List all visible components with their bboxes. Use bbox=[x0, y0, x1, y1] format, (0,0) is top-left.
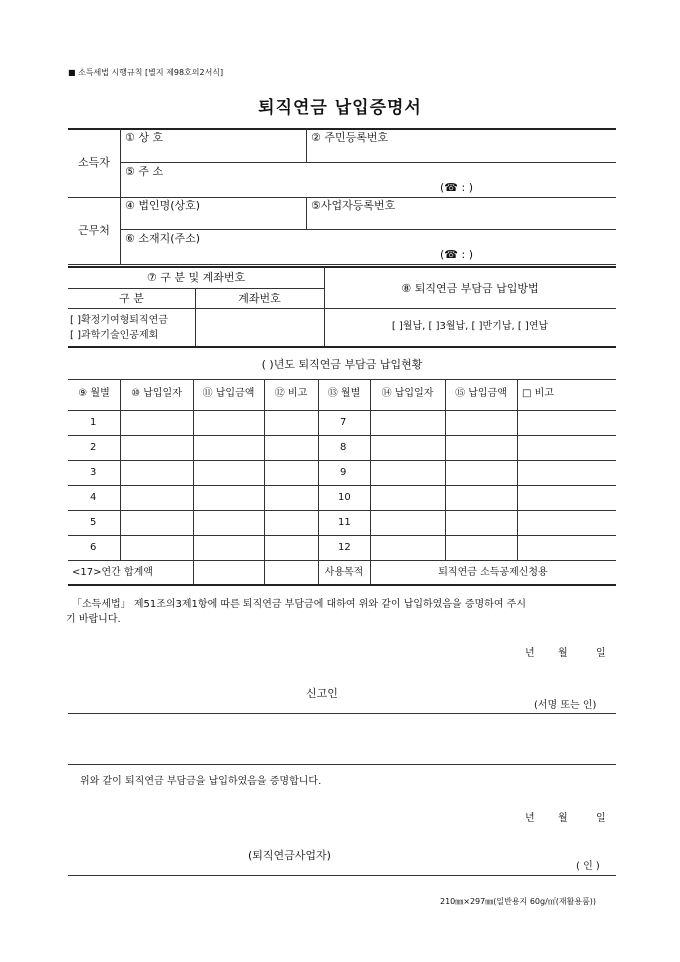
header-remarks: ⑫ 비고 bbox=[274, 388, 308, 399]
workplace-label: 근무처 bbox=[78, 224, 110, 237]
header-payment-date-2: ⑭ 납입일자 bbox=[381, 388, 434, 399]
table-row-month-2: 9 bbox=[340, 467, 347, 478]
paper-spec: 210㎜×297㎜(일반용지 60g/㎡(재활용품)) bbox=[440, 897, 597, 906]
type-science-tech-checkbox[interactable]: [ ]과학기술인공제회 bbox=[70, 330, 159, 341]
type-defined-contribution-checkbox[interactable]: [ ]확정기여형퇴직연금 bbox=[70, 315, 168, 326]
annual-total-label: <17>연간 합계액 bbox=[72, 567, 153, 578]
header-month: ⑨ 월별 bbox=[78, 388, 110, 399]
provider-seal[interactable]: ( 인 ) bbox=[576, 861, 600, 872]
payment-method-options[interactable]: [ ]월납, [ ]3월납, [ ]반기납, [ ]연납 bbox=[391, 321, 549, 332]
payment-method-header: ⑧ 퇴직연금 부담금 납입방법 bbox=[401, 282, 539, 295]
business-registration-field[interactable]: ⑤사업자등록번호 bbox=[311, 199, 396, 212]
table-row-month: 4 bbox=[90, 492, 97, 503]
header-remarks-2: □ 비고 bbox=[522, 388, 554, 399]
header-payment-amount: ⑪ 납입금액 bbox=[202, 388, 255, 399]
form-reference: ■ 소득세법 시행규칙 [별지 제98호의2서식] bbox=[68, 68, 224, 77]
header-payment-date: ⑩ 납입일자 bbox=[131, 388, 182, 399]
table-row-month: 2 bbox=[90, 442, 97, 453]
account-type-column: 구 분 bbox=[119, 292, 144, 305]
header-payment-amount-2: ⑮ 납입금액 bbox=[455, 388, 507, 399]
table-row-month-2: 11 bbox=[338, 517, 351, 528]
workplace-phone[interactable]: (☎ : ) bbox=[440, 248, 473, 261]
trade-name-field[interactable]: ① 상 호 bbox=[125, 131, 164, 144]
income-earner-phone[interactable]: (☎ : ) bbox=[440, 181, 473, 194]
pension-provider-label: (퇴직연금사업자) bbox=[248, 849, 331, 862]
certification-date-year[interactable]: 년 bbox=[525, 813, 535, 824]
request-date-day[interactable]: 일 bbox=[596, 648, 606, 659]
form-title: 퇴직연금 납입증명서 bbox=[258, 98, 422, 118]
applicant-signature[interactable]: (서명 또는 인) bbox=[534, 700, 597, 711]
account-number-column: 계좌번호 bbox=[238, 292, 281, 305]
table-row-month: 5 bbox=[90, 517, 97, 528]
request-text-line2: 기 바랍니다. bbox=[66, 614, 121, 625]
table-row-month-2: 8 bbox=[340, 442, 347, 453]
table-row-month: 3 bbox=[90, 467, 97, 478]
table-row-month-2: 12 bbox=[338, 542, 351, 553]
purpose-label: 사용목적 bbox=[324, 567, 364, 578]
payment-status-title: ( )년도 퇴직연금 부담금 납입현황 bbox=[261, 358, 423, 371]
request-date-month[interactable]: 월 bbox=[558, 648, 568, 659]
resident-number-field[interactable]: ② 주민등록번호 bbox=[311, 131, 389, 144]
income-earner-label: 소득자 bbox=[78, 156, 110, 169]
table-row-month: 1 bbox=[90, 417, 97, 428]
table-row-month: 6 bbox=[90, 542, 97, 553]
header-month-2: ⑬ 월별 bbox=[327, 388, 361, 399]
address-field[interactable]: ⑤ 주 소 bbox=[125, 165, 164, 178]
location-field[interactable]: ⑥ 소재지(주소) bbox=[125, 232, 201, 245]
account-header: ⑦ 구 분 및 계좌번호 bbox=[146, 271, 246, 284]
table-row-month-2: 7 bbox=[340, 417, 347, 428]
table-row-month-2: 10 bbox=[338, 492, 351, 503]
purpose-value: 퇴직연금 소득공제신청용 bbox=[438, 567, 548, 578]
certification-date-month[interactable]: 월 bbox=[558, 813, 568, 824]
certification-text: 위와 같이 퇴직연금 부담금을 납입하였음을 증명합니다. bbox=[80, 776, 322, 787]
applicant-label: 신고인 bbox=[306, 687, 338, 700]
request-date-year[interactable]: 년 bbox=[525, 648, 535, 659]
request-text-line1: 「소득세법」 제51조의3제1항에 따른 퇴직연금 부담금에 대하여 위와 같이 납입하였음을 증명하여 주시 bbox=[72, 599, 526, 610]
corporation-name-field[interactable]: ④ 법인명(상호) bbox=[125, 199, 201, 212]
certification-date-day[interactable]: 일 bbox=[596, 813, 606, 824]
